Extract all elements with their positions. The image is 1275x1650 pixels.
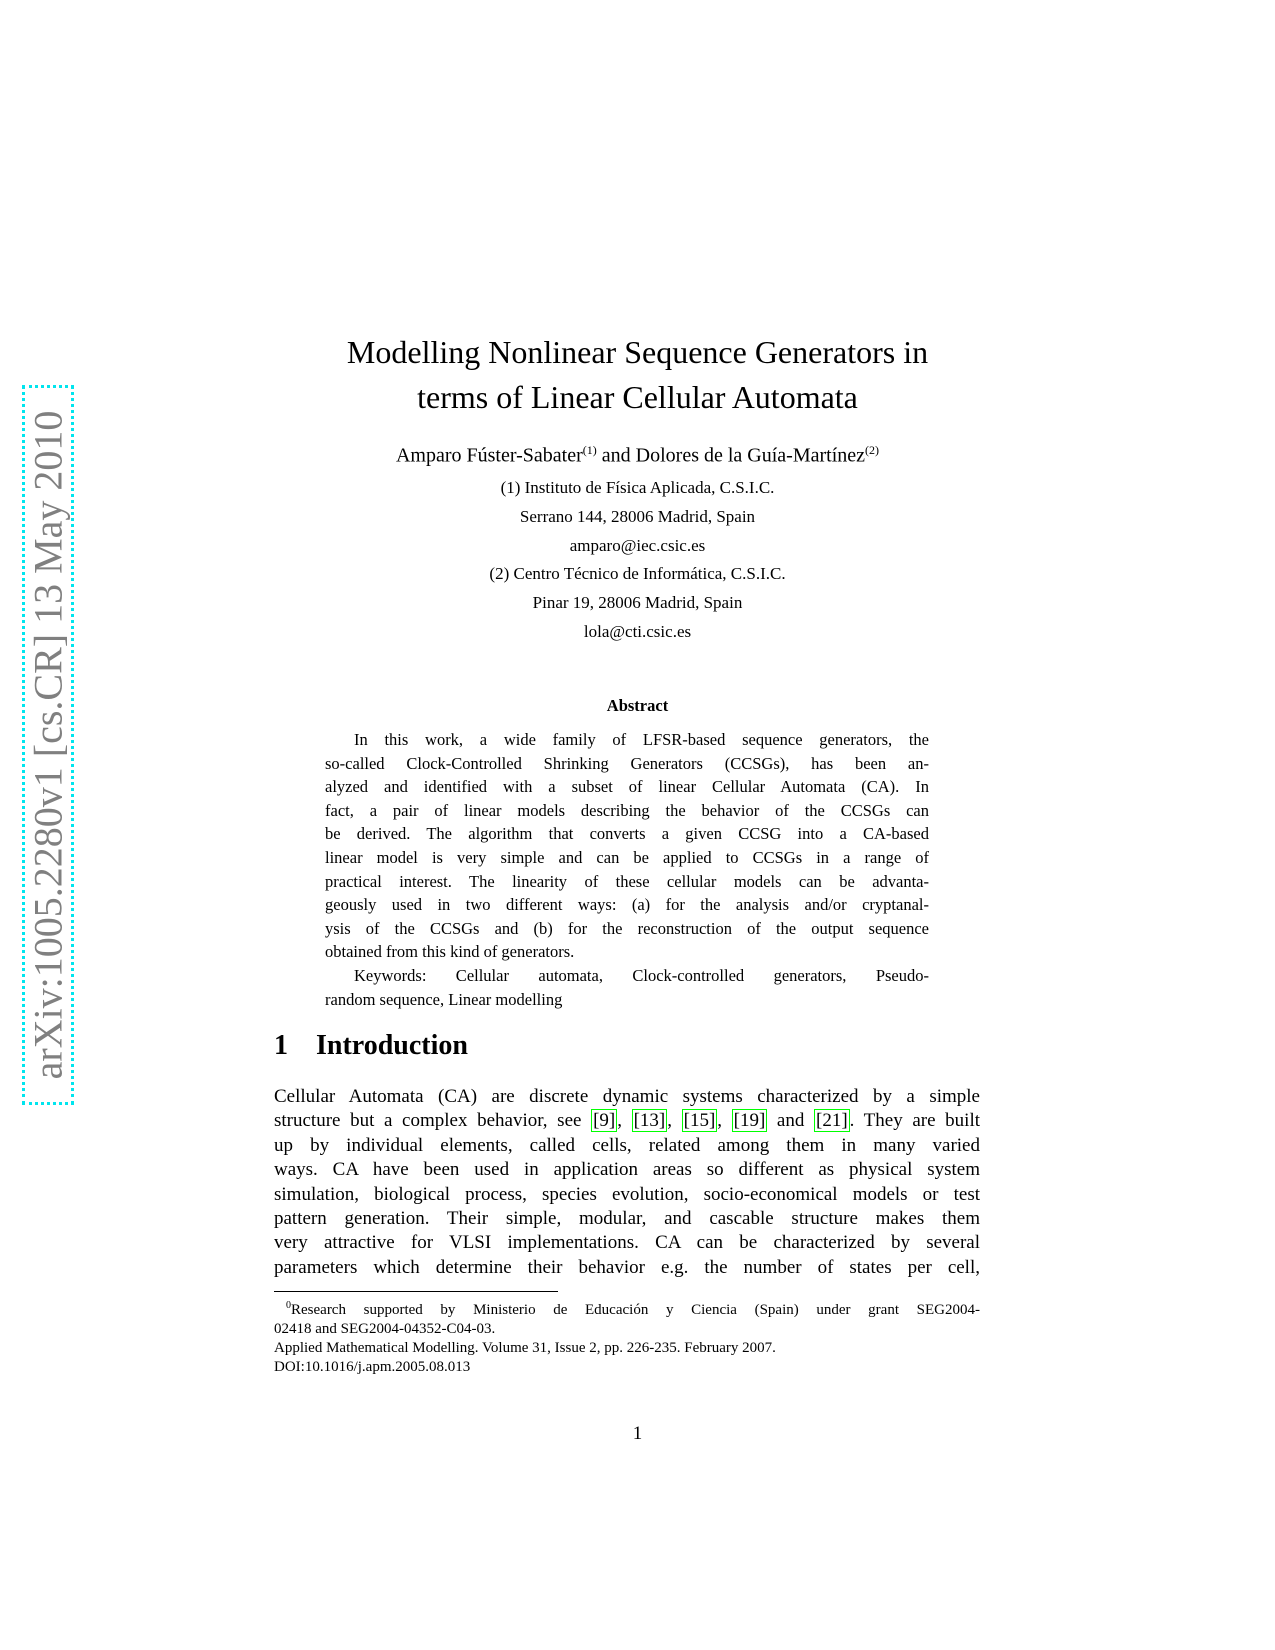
text: structure but a complex behavior, see	[274, 1110, 592, 1132]
affiliation: (2) Centro Técnico de Informática, C.S.I.C.	[489, 564, 786, 583]
abstract-line: be derived. The algorithm that converts a given CCSG into a CA-based	[325, 824, 929, 844]
footnote-line: DOI:10.1016/j.apm.2005.08.013	[274, 1359, 471, 1375]
abstract-line: so-called Clock-Controlled Shrinking Generators (CCSGs), has been an-	[325, 753, 929, 773]
body-line: pattern generation. Their simple, modular, and cascable structure makes them	[274, 1208, 980, 1230]
footnote-mark: 0	[286, 1300, 291, 1311]
affiliation-address: Serrano 144, 28006 Madrid, Spain	[519, 507, 756, 526]
section-title: Introduction	[316, 1030, 468, 1061]
arxiv-id: arXiv:1005.2280v1 [cs.CR] 13 May 2010	[25, 410, 71, 1080]
title-line: Modelling Nonlinear Sequence Generators in	[346, 334, 929, 370]
abstract-line: obtained from this kind of generators.	[325, 942, 575, 962]
author: Dolores de la Guía-Martínez	[635, 444, 866, 467]
citation-link[interactable]: [9]	[593, 1110, 616, 1132]
affiliation-address: Pinar 19, 28006 Madrid, Spain	[532, 593, 743, 612]
citation-link[interactable]: [15]	[683, 1110, 716, 1132]
section-heading	[274, 1030, 468, 1062]
citation-link[interactable]: [13]	[633, 1110, 666, 1132]
footnotes	[274, 1296, 980, 1377]
text: . They are built	[849, 1110, 980, 1132]
body-line: ways. CA have been used in application areas so different as physical system	[274, 1159, 980, 1181]
abstract-line: linear model is very simple and can be applied to CCSGs in a range of	[325, 847, 929, 867]
intro-body	[274, 1085, 980, 1280]
body-line-with-citations: structure but a complex behavior, see [9] , [13] , [15] , [19] and [21] . They are built	[274, 1110, 980, 1132]
footnote-line: 02418 and SEG2004-04352-C04-03.	[274, 1321, 496, 1337]
body-line: simulation, biological process, species evolution, socio-economical models or test	[274, 1183, 980, 1205]
affil-mark: (1)	[582, 443, 597, 457]
keywords-line: Keywords: Cellular automata, Clock-controlled generators, Pseudo-	[354, 965, 929, 985]
authors	[0, 443, 1275, 468]
abstract-heading: Abstract	[606, 696, 669, 715]
abstract-line: geously used in two different ways: (a) for the analysis and/or cryptanal-	[325, 895, 929, 915]
body-line: very attractive for VLSI implementations. CA can be characterized by several	[274, 1232, 980, 1254]
abstract-line: In this work, a wide family of LFSR-based sequence generators, the	[354, 730, 929, 749]
abstract-line: alyzed and identified with a subset of linear Cellular Automata (CA). In	[325, 777, 929, 797]
affil-mark: (2)	[865, 443, 880, 457]
author: Amparo Fúster-Sabater	[395, 444, 583, 467]
footnote-rule	[274, 1291, 558, 1292]
abstract-line: practical interest. The linearity of these cellular models can be advanta-	[325, 871, 929, 891]
keywords-line: random sequence, Linear modelling	[325, 989, 563, 1009]
email-link[interactable]: lola@cti.csic.es	[583, 622, 692, 641]
citation-link[interactable]: [21]	[816, 1110, 848, 1132]
abstract-line: ysis of the CCSGs and (b) for the reconstruction of the output sequence	[325, 918, 929, 938]
title-line: terms of Linear Cellular Automata	[417, 379, 858, 415]
body-line: Cellular Automata (CA) are discrete dynamic systems characterized by a simple	[274, 1086, 980, 1107]
abstract-line: fact, a pair of linear models describing the behavior of the CCSGs can	[325, 800, 929, 820]
section-number: 1	[274, 1030, 288, 1061]
email-link[interactable]: amparo@iec.csic.es	[569, 536, 706, 555]
body-line: parameters which determine their behavior e.g. the number of states per cell,	[274, 1256, 980, 1278]
citation-link[interactable]: [19]	[733, 1110, 766, 1132]
affiliation: (1) Instituto de Física Aplicada, C.S.I.C.	[500, 478, 775, 497]
text: Research supported by Ministerio de Educación y Ciencia (Spain) under grant SEG2004-	[291, 1302, 980, 1318]
body-line: up by individual elements, called cells, related among them in many varied	[274, 1134, 980, 1156]
page-number: 1	[632, 1423, 643, 1444]
and-text: and	[596, 444, 636, 467]
paper-title	[0, 330, 1275, 420]
footnote-line: Applied Mathematical Modelling. Volume 31, Issue 2, pp. 226-235. February 2007.	[274, 1340, 776, 1356]
text: and	[767, 1110, 814, 1132]
footnote-line	[274, 1296, 980, 1320]
abstract-body	[325, 728, 929, 1011]
